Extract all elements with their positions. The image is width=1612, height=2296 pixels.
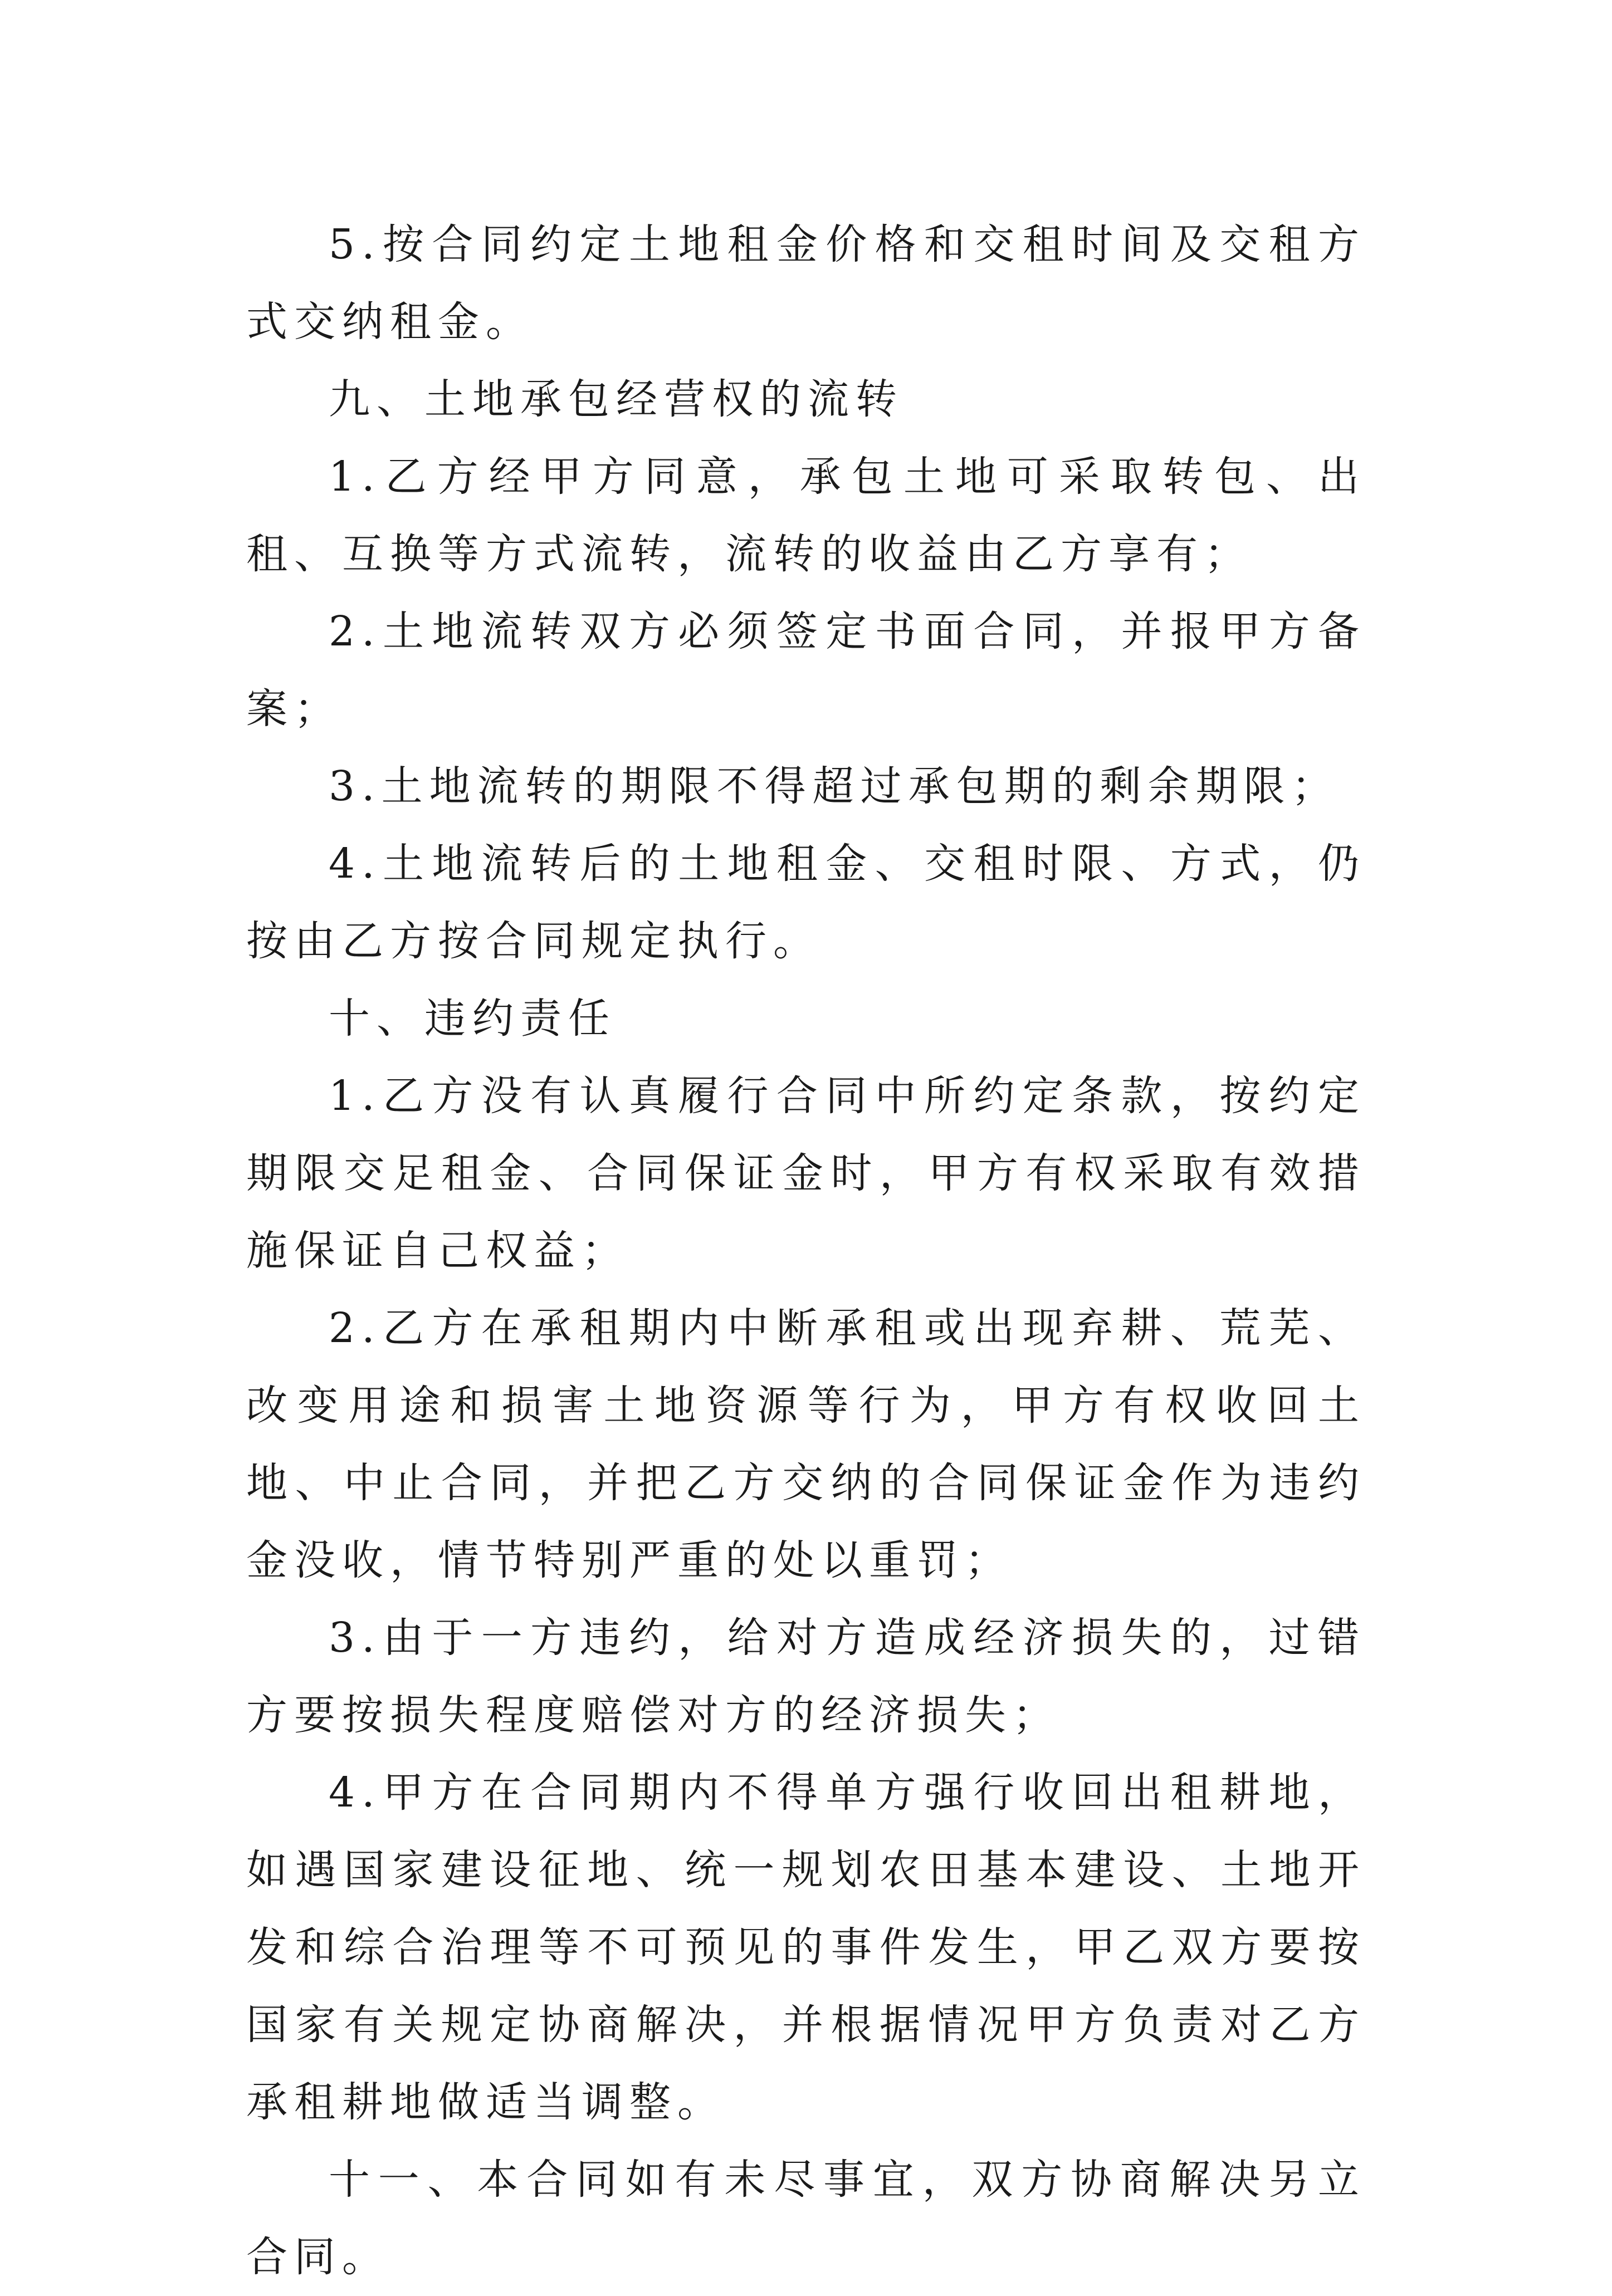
section-11-clause: 十一、本合同如有未尽事宜，双方协商解决另立合同。: [246, 2156, 1366, 2281]
clause-8-item-5: 5.按合同约定土地租金价格和交租时间及交租方式交纳租金。: [246, 221, 1366, 346]
clause-9-item-3: 3.土地流转的期限不得超过承包期的剩余期限；: [329, 762, 1340, 810]
clause-9-item-1: 1.乙方经甲方同意，承包土地可采取转包、出租、互换等方式流转，流转的收益由乙方享有；: [246, 453, 1366, 578]
clause-10-item-4: 4.甲方在合同期内不得单方强行收回出租耕地，如遇国家建设征地、统一规划农田基本建设、土地开发和综合治理等不可预见的事件发生，甲乙双方要按国家有关规定协商解决，并根据情况甲方负责对乙方承租耕地做适当调整。: [246, 1769, 1366, 2126]
clause-10-item-1: 1.乙方没有认真履行合同中所约定条款，按约定期限交足租金、合同保证金时，甲方有权采取有效措施保证自己权益；: [246, 1072, 1366, 1275]
clause-10-item-3: 3.由于一方违约，给对方造成经济损失的，过错方要按损失程度赔偿对方的经济损失；: [246, 1614, 1366, 1739]
clause-9-item-4: 4.土地流转后的土地租金、交租时限、方式，仍按由乙方按合同规定执行。: [246, 840, 1366, 965]
section-9-heading: 九、土地承包经营权的流转: [329, 375, 903, 423]
clause-9-item-2: 2.土地流转双方必须签定书面合同，并报甲方备案；: [246, 608, 1366, 733]
section-10-heading: 十、违约责任: [329, 995, 616, 1042]
document-body: [246, 206, 1366, 2296]
clause-10-item-2: 2.乙方在承租期内中断承租或出现弃耕、荒芜、改变用途和损害土地资源等行为，甲方有权收回土地、中止合同，并把乙方交纳的合同保证金作为违约金没收，情节特别严重的处以重罚；: [246, 1304, 1366, 1584]
